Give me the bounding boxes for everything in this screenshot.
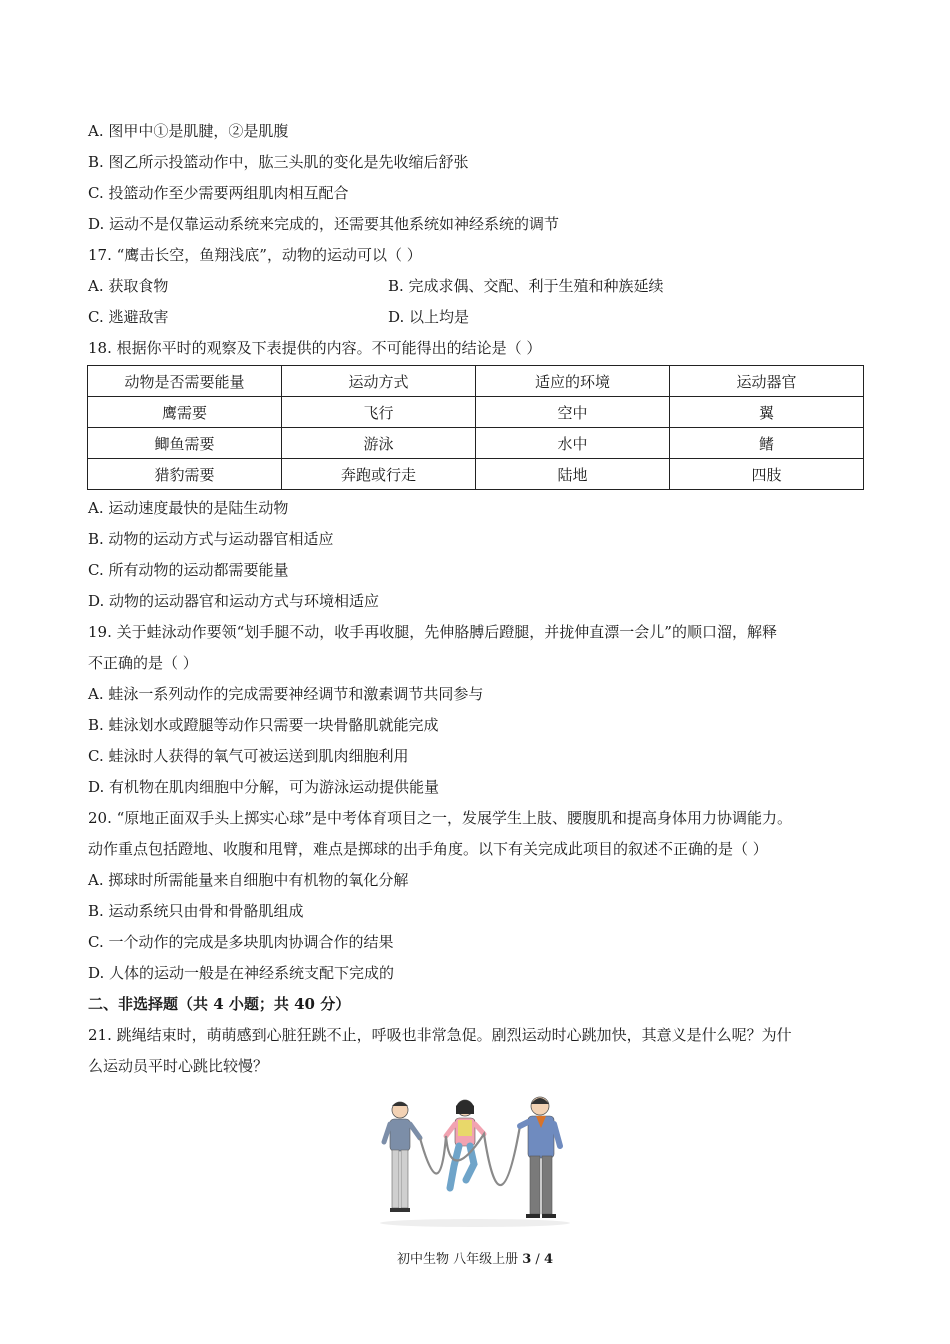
table-cell: 水中: [476, 428, 670, 459]
q17-stem: 17. “鹰击长空，鱼翔浅底”，动物的运动可以（ ）: [88, 246, 422, 264]
q16-option-a: A. 图甲中①是肌腱，②是肌腹: [88, 122, 289, 140]
section-title: 二、非选择题（共 4 小题；共 40 分）: [88, 995, 351, 1013]
q19-stem-line1: 19. 关于蛙泳动作要领“划手腿不动，收手再收腿，先伸胳膊后蹬腿，并拢伸直漂一会儿”的顺口溜，解释: [88, 623, 777, 641]
q18-option-b: B. 动物的运动方式与运动器官相适应: [88, 530, 334, 548]
boy-figure: [384, 1102, 420, 1210]
q20-option-b: B. 运动系统只由骨和骨骼肌组成: [88, 902, 304, 920]
q20-stem-line2: 动作重点包括蹬地、收腹和甩臂，难点是掷球的出手角度。以下有关完成此项目的叙述不正确的是（ ）: [88, 840, 768, 858]
page-separator: /: [531, 1252, 544, 1267]
q18-option-d: D. 动物的运动器官和运动方式与环境相适应: [88, 592, 380, 610]
table-header-cell: 适应的环境: [476, 366, 670, 397]
table-cell: 奔跑或行走: [282, 459, 476, 490]
table-header-cell: 运动器官: [670, 366, 864, 397]
q17-option-c: C. 逃避敌害: [88, 308, 169, 326]
q17-option-d: D. 以上均是: [388, 308, 470, 326]
table-cell: 游泳: [282, 428, 476, 459]
table-cell: 猎豹需要: [88, 459, 282, 490]
q18-option-a: A. 运动速度最快的是陆生动物: [88, 499, 289, 517]
animal-movement-table: [87, 365, 864, 490]
q20-option-c: C. 一个动作的完成是多块肌肉协调合作的结果: [88, 933, 394, 951]
q16-option-d: D. 运动不是仅靠运动系统来完成的，还需要其他系统如神经系统的调节: [88, 215, 560, 233]
q21-stem-line1: 21. 跳绳结束时，萌萌感到心脏狂跳不止，呼吸也非常急促。剧烈运动时心跳加快，其意义是什么呢？为什: [88, 1026, 792, 1044]
table-cell: 翼: [670, 397, 864, 428]
table-cell: 陆地: [476, 459, 670, 490]
table-row: [88, 459, 864, 490]
table-cell: 空中: [476, 397, 670, 428]
table-cell: 鲫鱼需要: [88, 428, 282, 459]
page-total: 4: [543, 1252, 553, 1267]
table-cell: 鹰需要: [88, 397, 282, 428]
table-row: [88, 428, 864, 459]
q20-option-d: D. 人体的运动一般是在神经系统支配下完成的: [88, 964, 395, 982]
q17-option-a: A. 获取食物: [88, 277, 169, 295]
q16-option-b: B. 图乙所示投篮动作中，肱三头肌的变化是先收缩后舒张: [88, 153, 469, 171]
q18-option-c: C. 所有动物的运动都需要能量: [88, 561, 289, 579]
q17-option-b: B. 完成求偶、交配、利于生殖和种族延续: [388, 277, 664, 295]
footer-label: 初中生物 八年级上册: [396, 1252, 523, 1267]
q19-option-a: A. 蛙泳一系列动作的完成需要神经调节和激素调节共同参与: [88, 685, 484, 703]
table-header-cell: 动物是否需要能量: [88, 366, 282, 397]
table-header-cell: 运动方式: [282, 366, 476, 397]
q21-stem-line2: 么运动员平时心跳比较慢？: [88, 1057, 269, 1075]
table-cell: 飞行: [282, 397, 476, 428]
q19-option-d: D. 有机物在肌肉细胞中分解，可为游泳运动提供能量: [88, 778, 440, 796]
q19-stem-line2: 不正确的是（ ）: [88, 654, 198, 672]
q19-option-b: B. 蛙泳划水或蹬腿等动作只需要一块骨骼肌就能完成: [88, 716, 439, 734]
page-number: 3: [522, 1252, 532, 1267]
jump-rope-illustration: [370, 1090, 580, 1230]
q19-option-c: C. 蛙泳时人获得的氧气可被运送到肌肉细胞利用: [88, 747, 409, 765]
page-footer: [0, 1248, 950, 1267]
q16-option-c: C. 投篮动作至少需要两组肌肉相互配合: [88, 184, 349, 202]
table-cell: 四肢: [670, 459, 864, 490]
table-header-row: [88, 366, 864, 397]
q20-option-a: A. 掷球时所需能量来自细胞中有机物的氧化分解: [88, 871, 409, 889]
q20-stem-line1: 20. “原地正面双手头上掷实心球”是中考体育项目之一，发展学生上肢、腰腹肌和提高身体用力协调能力。: [88, 809, 792, 827]
q18-stem: 18. 根据你平时的观察及下表提供的内容。不可能得出的结论是（ ）: [88, 339, 542, 357]
table-row: [88, 397, 864, 428]
man-figure: [520, 1097, 560, 1216]
table-cell: 鳍: [670, 428, 864, 459]
